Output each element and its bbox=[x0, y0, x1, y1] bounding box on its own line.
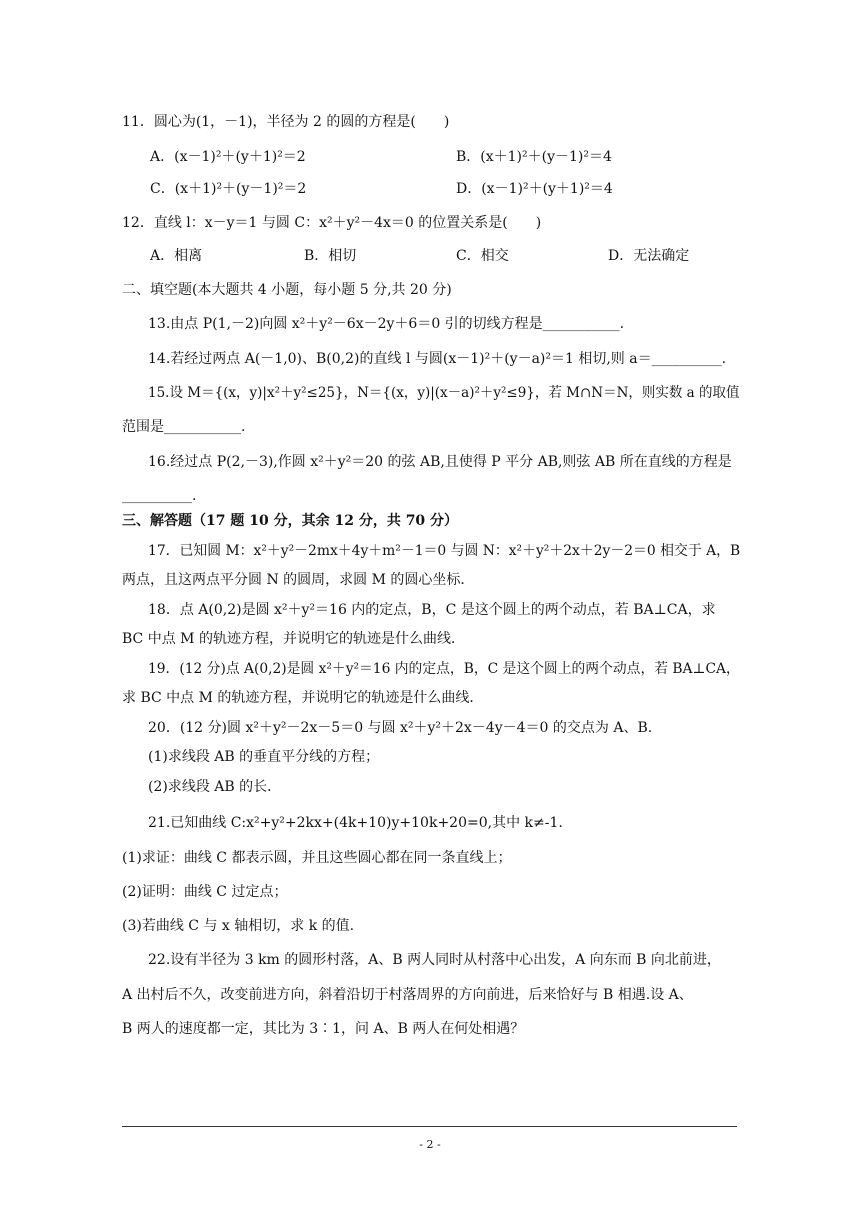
q20-stem: 20．(12 分)圆 x²＋y²－2x－5＝0 与圆 x²＋y²＋2x－4y－4＝0 的交点为 A、B. bbox=[148, 720, 653, 736]
q19-line2: 求 BC 中点 M 的轨迹方程，并说明它的轨迹是什么曲线． bbox=[122, 690, 484, 706]
q12-option-b: B．相切 bbox=[304, 248, 357, 264]
q11-option-d: D．(x－1)²＋(y＋1)²＝4 bbox=[456, 181, 613, 197]
q15-line2: 范围是___________. bbox=[122, 419, 246, 435]
page-number: - 2 - bbox=[419, 1138, 441, 1151]
q14: 14.若经过两点 A(－1,0)、B(0,2)的直线 l 与圆(x－1)²＋(y－a)²＝1 相切,则 a＝__________. bbox=[148, 351, 727, 367]
q11-option-c: C．(x＋1)²＋(y－1)²＝2 bbox=[150, 181, 307, 197]
q19-line1: 19．(12 分)点 A(0,2)是圆 x²＋y²＝16 内的定点，B，C 是这个圆上的两个动点，若 BA⊥CA， bbox=[148, 661, 740, 677]
q16-line2: __________. bbox=[122, 488, 197, 504]
q21-part2: (2)证明：曲线 C 过定点； bbox=[122, 884, 288, 900]
q20-part1: (1)求线段 AB 的垂直平分线的方程； bbox=[148, 749, 380, 765]
q15-line1: 15.设 M＝{(x，y)|x²＋y²≤25}，N＝{(x，y)|(x－a)²＋y²≤9}，若 M∩N＝N，则实数 a 的取值 bbox=[148, 385, 740, 401]
q22-line3: B 两人的速度都一定，其比为 3∶1，问 A、B 两人在何处相遇？ bbox=[122, 1021, 525, 1037]
q13: 13.由点 P(1,－2)向圆 x²＋y²－6x－2y＋6＝0 引的切线方程是___________. bbox=[148, 316, 625, 332]
q22-line2: A 出村后不久，改变前进方向，斜着沿切于村落周界的方向前进，后来恰好与 B 相遇.设 A、 bbox=[122, 987, 693, 1003]
q17-line1: 17．已知圆 M：x²＋y²－2mx＋4y＋m²－1＝0 与圆 N：x²＋y²＋2x＋2y－2＝0 相交于 A，B bbox=[148, 543, 741, 559]
q20-part2: (2)求线段 AB 的长． bbox=[148, 779, 282, 795]
footer-rule bbox=[122, 1126, 737, 1127]
q17-line2: 两点，且这两点平分圆 N 的圆周，求圆 M 的圆心坐标． bbox=[122, 572, 475, 588]
q18-line2: BC 中点 M 的轨迹方程，并说明它的轨迹是什么曲线． bbox=[122, 631, 465, 647]
q16-line1: 16.经过点 P(2,－3),作圆 x²＋y²＝20 的弦 AB,且使得 P 平分 AB,则弦 AB 所在直线的方程是 bbox=[148, 454, 732, 470]
q12-stem: 12．直线 l：x－y＝1 与圆 C：x²＋y²－4x＝0 的位置关系是( ) bbox=[122, 215, 542, 231]
q11-option-a: A．(x－1)²＋(y＋1)²＝2 bbox=[150, 149, 306, 165]
q21-part1: (1)求证：曲线 C 都表示圆，并且这些圆心都在同一条直线上； bbox=[122, 850, 512, 866]
q11-option-b: B．(x＋1)²＋(y－1)²＝4 bbox=[456, 149, 612, 165]
q12-option-c: C．相交 bbox=[456, 248, 509, 264]
q18-line1: 18．点 A(0,2)是圆 x²＋y²＝16 内的定点，B，C 是这个圆上的两个动点，若 BA⊥CA，求 bbox=[148, 602, 716, 618]
q11-stem: 11．圆心为(1，－1)，半径为 2 的圆的方程是( ) bbox=[122, 114, 450, 130]
q12-option-a: A．相离 bbox=[150, 248, 203, 264]
q21-stem: 21.已知曲线 C:x²+y²+2kx+(4k+10)y+10k+20=0,其中 k≠-1. bbox=[148, 815, 563, 831]
q21-part3: (3)若曲线 C 与 x 轴相切，求 k 的值. bbox=[122, 918, 355, 934]
q12-option-d: D．无法确定 bbox=[608, 248, 690, 264]
section-solution-heading: 三、解答题（17 题 10 分，其余 12 分，共 70 分） bbox=[122, 513, 459, 529]
q22-line1: 22.设有半径为 3 km 的圆形村落，A、B 两人同时从村落中心出发，A 向东而 B 向北前进， bbox=[148, 952, 721, 968]
section-fill-in-heading: 二、填空题(本大题共 4 小题，每小题 5 分,共 20 分) bbox=[122, 282, 452, 298]
